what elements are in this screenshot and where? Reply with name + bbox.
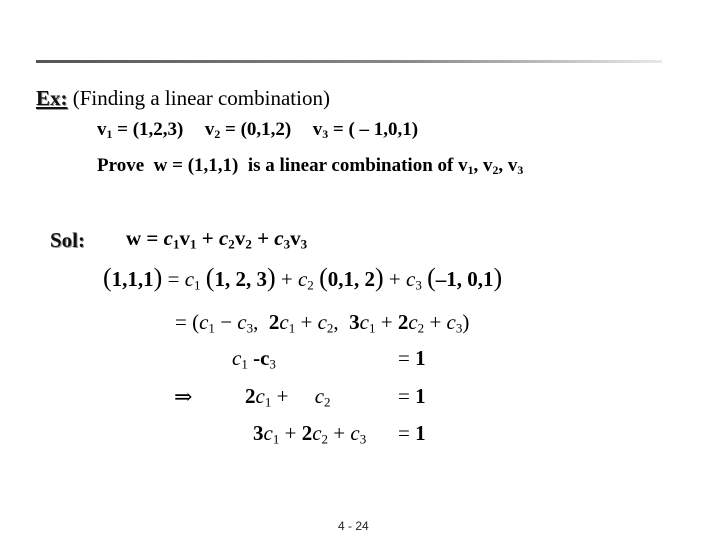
v1-definition: $v_1 = (1,2,3)$ <box>97 119 184 141</box>
prove-text: is a linear combination of <box>247 155 454 176</box>
linear-combination-equation: $w = c_1v_1 + c_2v_2 + c_3v_3$ <box>126 226 308 252</box>
title-rule <box>36 60 662 63</box>
example-heading <box>36 86 330 111</box>
system-eq-2-lhs: $2c_1$ + $c_2$ <box>245 384 331 410</box>
system-eq-3-rhs: = 1 <box>398 421 426 445</box>
implies-arrow: ⇒ <box>174 384 193 409</box>
system-eq-3-lhs: $3c_1 + 2c_2 + c_3$ <box>253 421 367 447</box>
system-eq-1-lhs: $c_1$ $-c_3$ <box>232 346 276 372</box>
system-eq-2-rhs: = 1 <box>398 384 426 408</box>
component-equation: = ($c_1 - c_3$, $2c_1 + c_2$, $3c_1 + 2c_2 + c_3$) <box>175 310 470 336</box>
example-title: (Finding a linear combination) <box>72 86 330 110</box>
prove-prefix: Prove <box>97 155 145 176</box>
vectors-line <box>97 119 418 141</box>
prove-statement: Prove w = (1,1,1) is a linear combination of $v_1$, $v_2$, $v_3$ <box>97 155 524 177</box>
v2-definition: $v_2 = (0,1,2)$ <box>204 119 292 141</box>
page-number: 4 - 24 <box>338 519 369 533</box>
example-label: Ex: <box>36 86 68 110</box>
w-value: (1,1,1) <box>187 155 239 176</box>
system-eq-1-rhs: = 1 <box>398 346 426 370</box>
v3-definition: $v_3$ = ( – 1,0,1) <box>312 119 419 141</box>
solution-label: Sol: <box>50 228 86 252</box>
substituted-equation: $(1,1,1) = c_1$ (1, 2, $3) + c_2$ (0,1, $2) + c_3$ (–1, 0,1) <box>103 263 503 293</box>
